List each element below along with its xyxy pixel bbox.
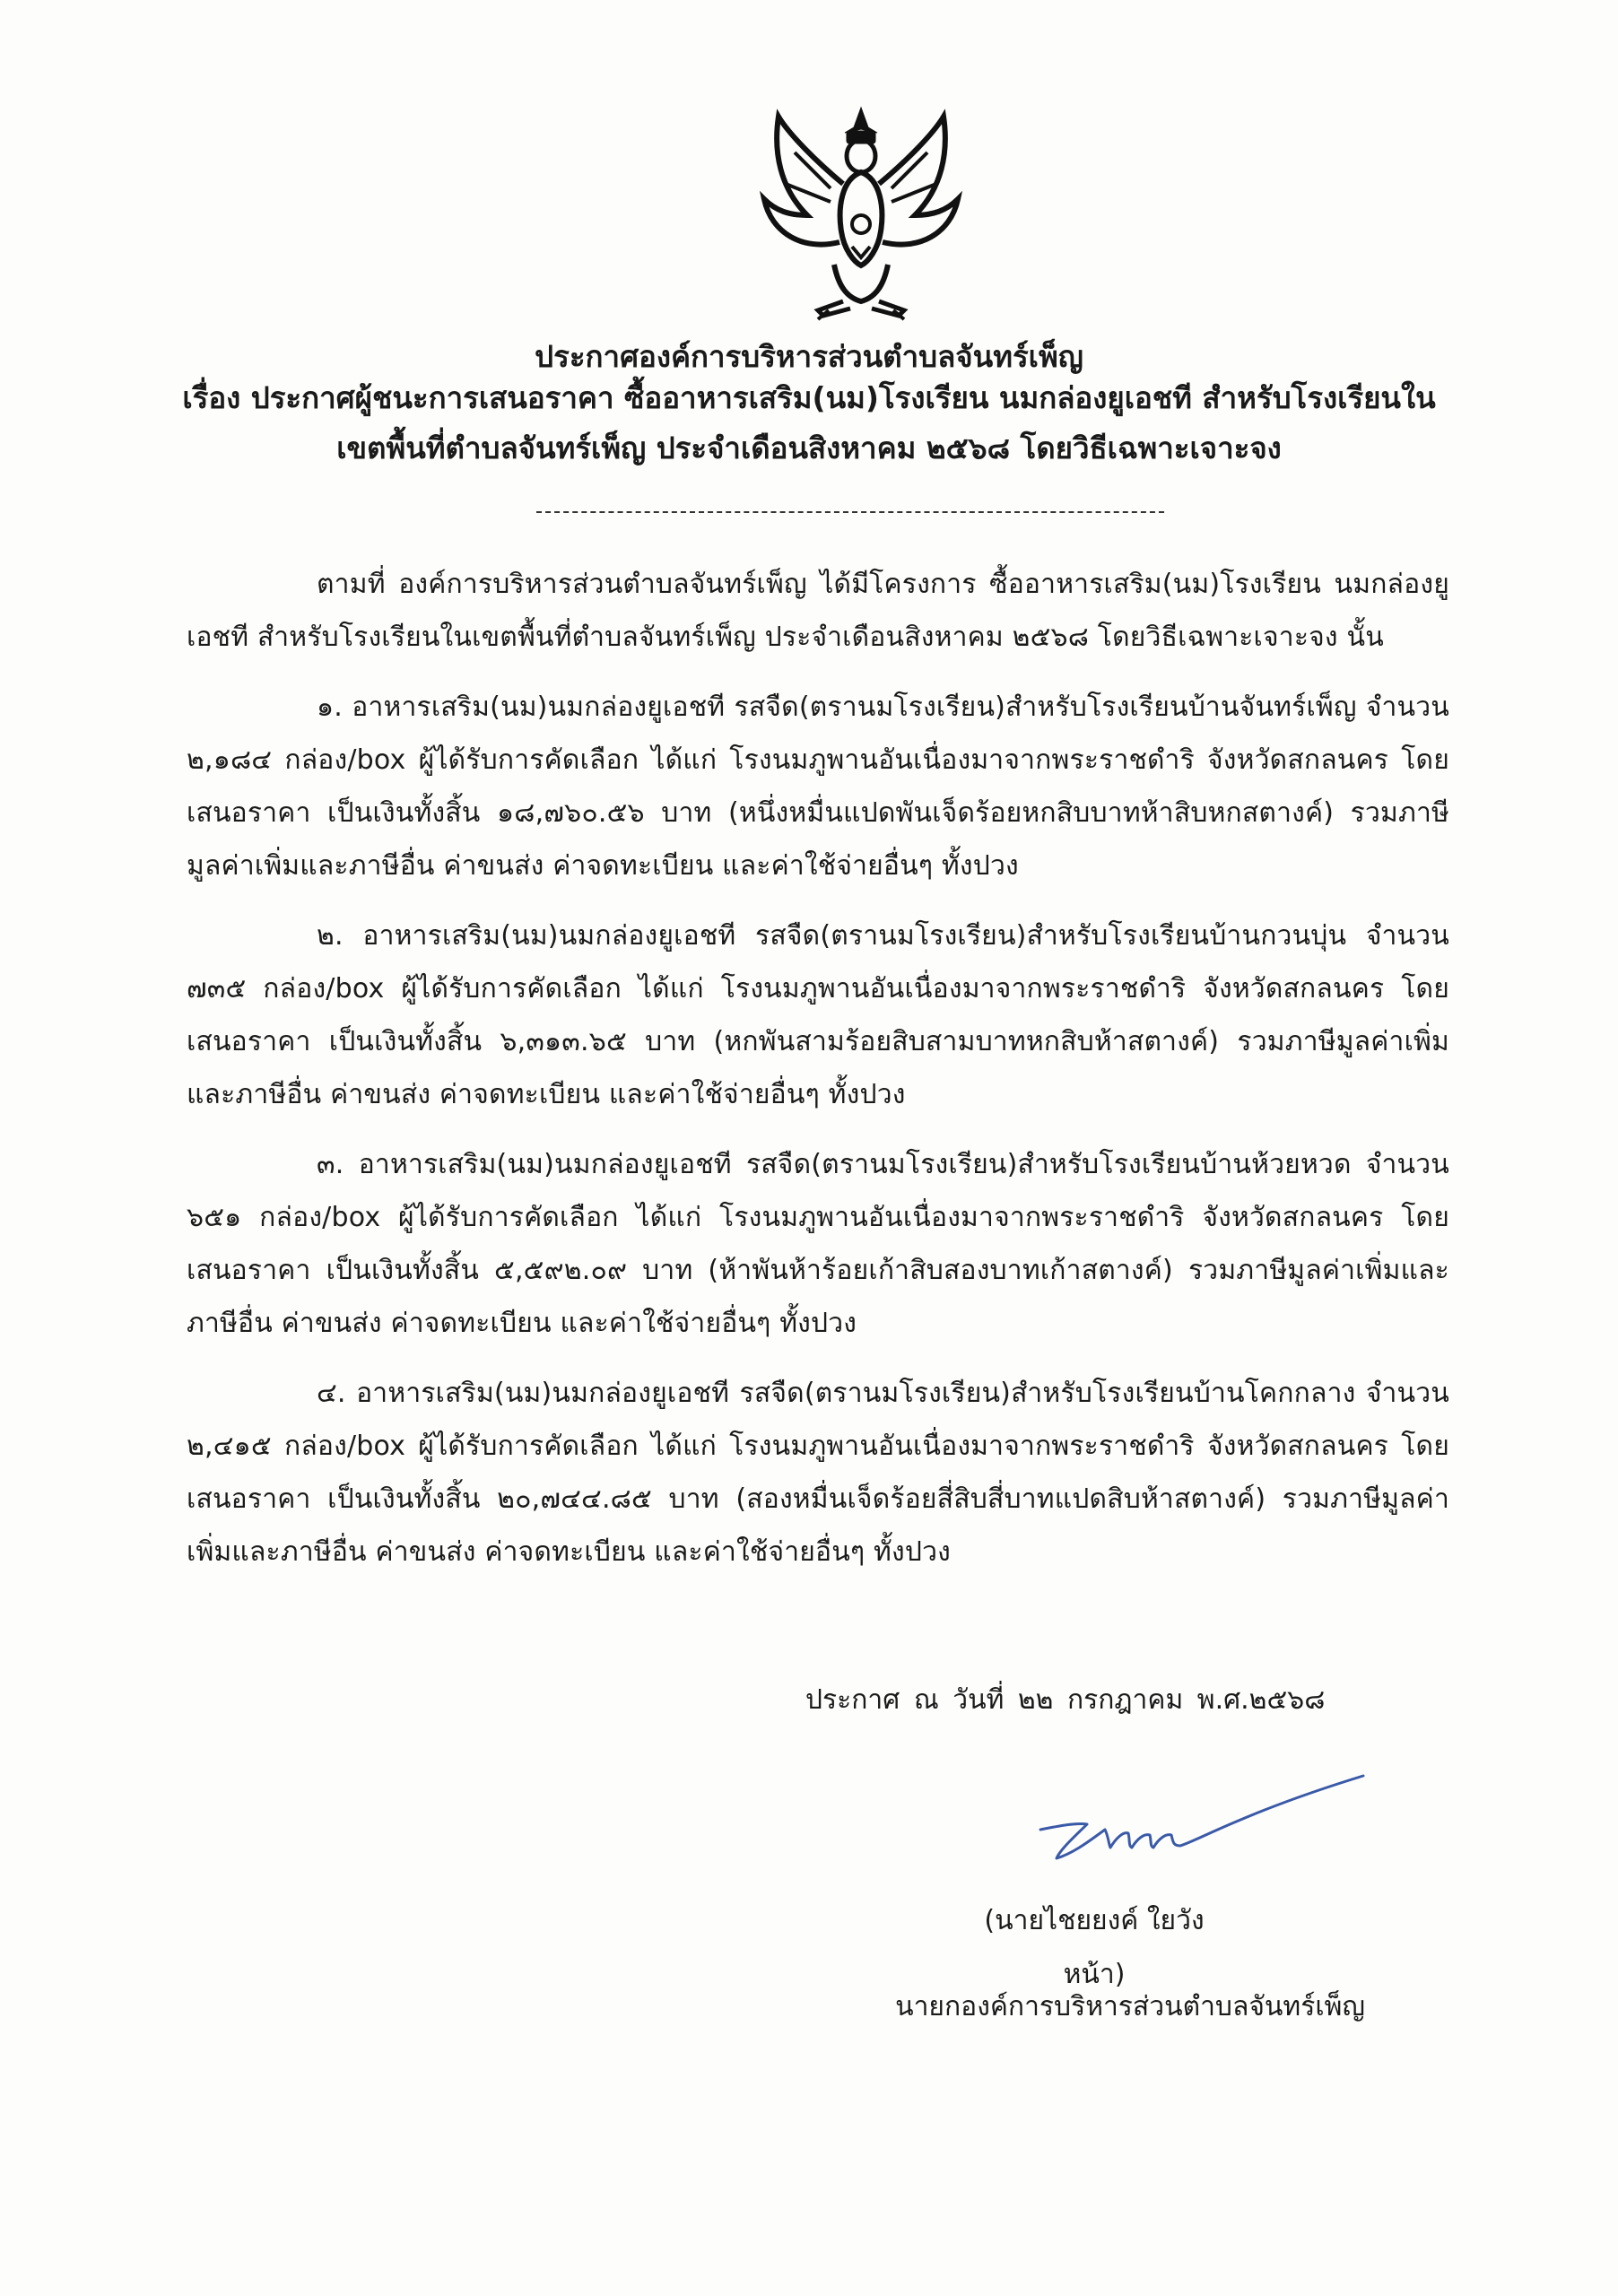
announcement-subject: เรื่อง ประกาศผู้ชนะการเสนอราคา ซื้ออาหารเสริม(นม)โรงเรียน นมกล่องยูเอชที สำหรับโรงเรียนในเขตพื้นที่ตำบลจันทร์เพ็ญ ประจำเดือนสิงหาคม ๒๕๖๘ โดยวิธีเฉพาะเจาะจง [182,380,1436,465]
item-paragraph-3: ๓. อาหารเสริม(นม)นมกล่องยูเอชที รสจืด(ตรานมโรงเรียน)สำหรับโรงเรียนบ้านห้วยหวด จำนวน ๖๕๑ กล่อง/box ผู้ได้รับการคัดเลือก ได้แก่ โรงนมภูพานอันเนื่องมาจากพระราชดำริ จังหวัดสกลนคร โดยเสนอราคา เป็นเงินทั้งสิ้น ๕,๕๙๒.๐๙ บาท (ห้าพันห้าร้อยเก้าสิบสองบาทเก้าสตางค์) รวมภาษีมูลค่าเพิ่มและภาษีอื่น ค่าขนส่ง ค่าจดทะเบียน และค่าใช้จ่ายอื่นๆ ทั้งปวง [187,1149,1449,1339]
item-paragraph-4: ๔. อาหารเสริม(นม)นมกล่องยูเอชที รสจืด(ตรานมโรงเรียน)สำหรับโรงเรียนบ้านโคกกลาง จำนวน ๒,๔๑๕ กล่อง/box ผู้ได้รับการคัดเลือก ได้แก่ โรงนมภูพานอันเนื่องมาจากพระราชดำริ จังหวัดสกลนคร โดยเสนอราคา เป็นเงินทั้งสิ้น ๒๐,๗๔๔.๘๕ บาท (สองหมื่นเจ็ดร้อยสี่สิบสี่บาทแปดสิบห้าสตางค์) รวมภาษีมูลค่าเพิ่มและภาษีอื่น ค่าขนส่ง ค่าจดทะเบียน และค่าใช้จ่ายอื่นๆ ทั้งปวง [187,1378,1449,1568]
handwritten-signature-icon [1022,1767,1381,1874]
item-paragraph-1: ๑. อาหารเสริม(นม)นมกล่องยูเอชที รสจืด(ตรานมโรงเรียน)สำหรับโรงเรียนบ้านจันทร์เพ็ญ จำนวน ๒,๑๘๔ กล่อง/box ผู้ได้รับการคัดเลือก ได้แก่ โรงนมภูพานอันเนื่องมาจากพระราชดำริ จังหวัดสกลนคร โดยเสนอราคา เป็นเงินทั้งสิ้น ๑๘,๗๖๐.๕๖ บาท (หนึ่งหมื่นแปดพันเจ็ดร้อยหกสิบบาทห้าสิบหกสตางค์) รวมภาษีมูลค่าเพิ่มและภาษีอื่น ค่าขนส่ง ค่าจดทะเบียน และค่าใช้จ่ายอื่นๆ ทั้งปวง [187,691,1449,882]
separator-line [536,511,1164,513]
garuda-emblem-icon [753,99,969,323]
item-paragraph-2: ๒. อาหารเสริม(นม)นมกล่องยูเอชที รสจืด(ตรานมโรงเรียน)สำหรับโรงเรียนบ้านกวนบุ่น จำนวน ๗๓๕ กล่อง/box ผู้ได้รับการคัดเลือก ได้แก่ โรงนมภูพานอันเนื่องมาจากพระราชดำริ จังหวัดสกลนคร โดยเสนอราคา เป็นเงินทั้งสิ้น ๖,๓๑๓.๖๕ บาท (หกพันสามร้อยสิบสามบาทหกสิบห้าสตางค์) รวมภาษีมูลค่าเพิ่มและภาษีอื่น ค่าขนส่ง ค่าจดทะเบียน และค่าใช้จ่ายอื่นๆ ทั้งปวง [187,920,1449,1110]
announcement-body [187,558,1449,1596]
announcement-date: ประกาศ ณ วันที่ ๒๒ กรกฎาคม พ.ศ.๒๕๖๘ [805,1684,1326,1716]
intro-paragraph: ตามที่ องค์การบริหารส่วนตำบลจันทร์เพ็ญ ได้มีโครงการ ซื้ออาหารเสริม(นม)โรงเรียน นมกล่องยูเอชที สำหรับโรงเรียนในเขตพื้นที่ตำบลจันทร์เพ็ญ ประจำเดือนสิงหาคม ๒๕๖๘ โดยวิธีเฉพาะเจาะจง นั้น [187,569,1449,653]
signer-title: นายกองค์การบริหารส่วนตำบลจันทร์เพ็ญ [895,1991,1365,2022]
signer-name: (นายไชยยงค์ ใยวังหน้า) [984,1905,1205,1990]
announcement-heading: ประกาศองค์การบริหารส่วนตำบลจันทร์เพ็ญ [535,339,1083,374]
